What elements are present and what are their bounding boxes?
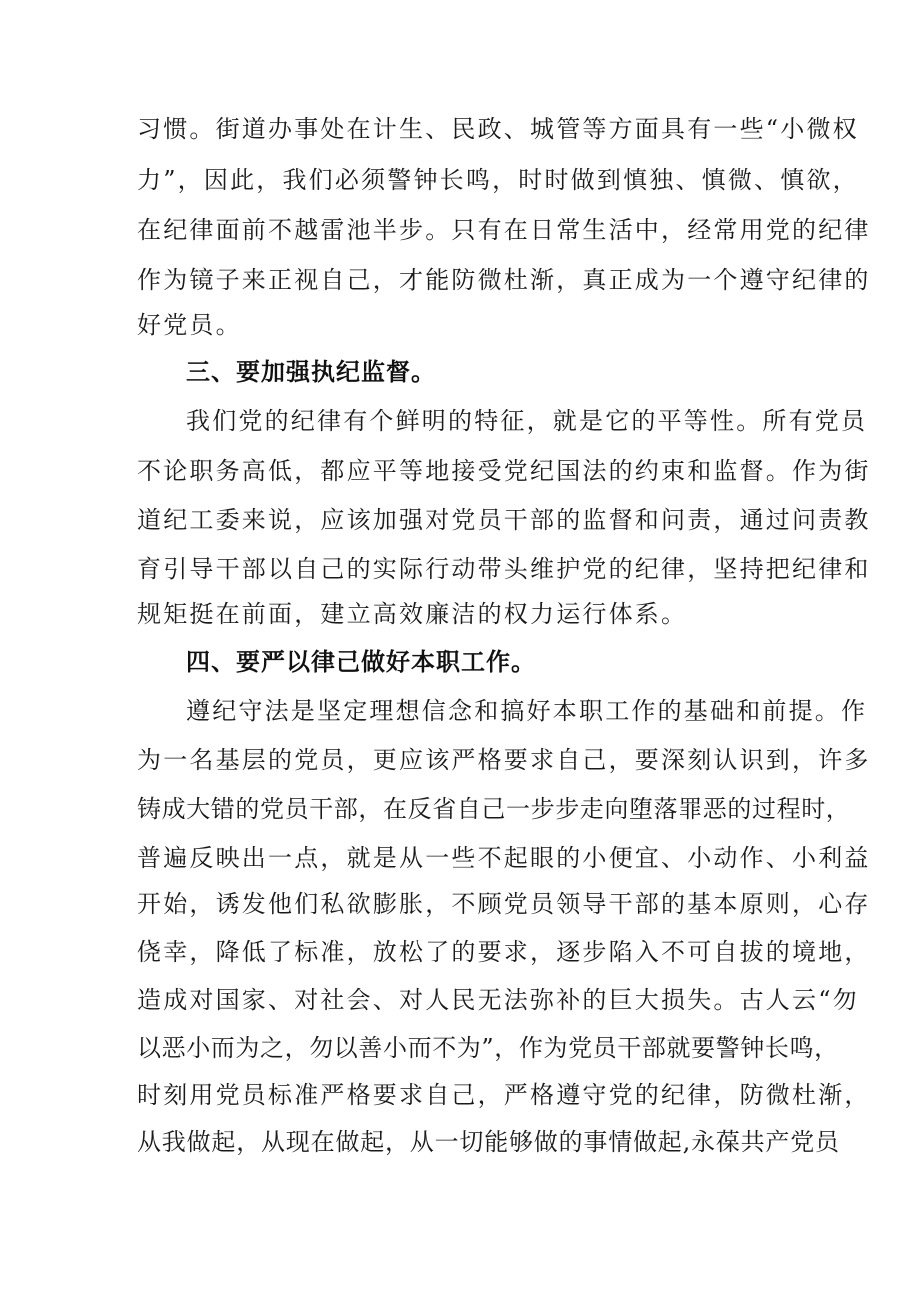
text-line: 好党员。 — [137, 311, 242, 339]
text-line: 普遍反映出一点，就是从一些不起眼的小便宜、小动作、小利益 — [137, 844, 871, 872]
text-line: 开始，诱发他们私欲膨胀，不顾党员领导干部的基本原则，心存 — [137, 890, 871, 918]
text-line: 以恶小而为之，勿以善小而不为”，作为党员干部就要警钟长鸣， — [137, 1034, 839, 1062]
text-line: 侥幸，降低了标准，放松了的要求，逐步陷入不可自拔的境地， — [137, 938, 871, 966]
text-line: 育引导干部以自己的实际行动带头维护党的纪律，坚持把纪律和 — [137, 555, 871, 583]
text-line: 铸成大错的党员干部，在反省自己一步步走向堕落罪恶的过程时， — [137, 795, 851, 823]
text-line: 在纪律面前不越雷池半步。只有在日常生活中，经常用党的纪律 — [137, 216, 871, 244]
text-line: 习惯。街道办事处在计生、民政、城管等方面具有一些“小微权 — [137, 115, 859, 143]
section-heading-4: 四、要严以律己做好本职工作。 — [186, 648, 536, 676]
text-line: 时刻用党员标准严格要求自己，严格遵守党的纪律，防微杜渐， — [137, 1081, 871, 1109]
text-line: 作为镜子来正视自己，才能防微杜渐，真正成为一个遵守纪律的 — [137, 266, 871, 294]
text-line: 造成对国家、对社会、对人民无法弥补的巨大损失。古人云“勿 — [137, 986, 859, 1014]
text-line: 力”，因此，我们必须警钟长鸣，时时做到慎独、慎微、慎欲， — [137, 166, 859, 194]
text-line: 我们党的纪律有个鲜明的特征，就是它的平等性。所有党员 — [186, 407, 868, 435]
text-line: 道纪工委来说，应该加强对党员干部的监督和问责，通过问责教 — [137, 506, 871, 534]
text-line: 不论职务高低，都应平等地接受党纪国法的约束和监督。作为街 — [137, 457, 871, 485]
section-heading-3: 三、要加强执纪监督。 — [186, 358, 436, 386]
text-line: 遵纪守法是坚定理想信念和搞好本职工作的基础和前提。作 — [186, 697, 868, 725]
text-line: 从我做起，从现在做起，从一切能够做的事情做起,永葆共产党员 — [137, 1128, 840, 1156]
text-line: 规矩挺在前面，建立高效廉洁的权力运行体系。 — [137, 600, 688, 628]
text-line: 为一名基层的党员，更应该严格要求自己，要深刻认识到，许多 — [137, 746, 871, 774]
